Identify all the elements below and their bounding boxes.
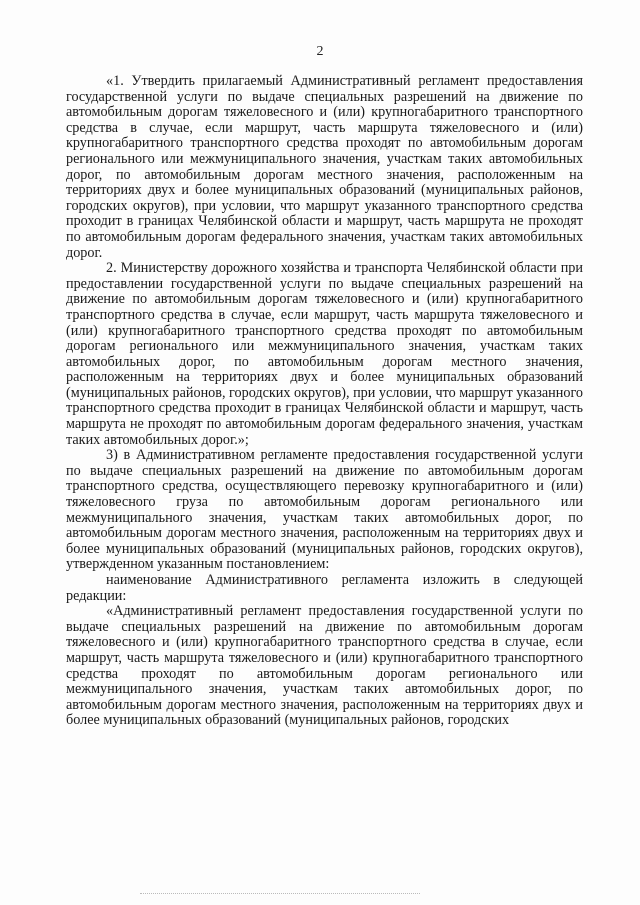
page-number: 2	[316, 44, 324, 59]
paragraph-3: 3) в Административном регламенте предоставления государственной услуги по выдаче специальных разрешений на движение по автомобильным дорогам транспортного средства, осуществляющего перевозку крупногабаритного и (или) тяжеловесного груза по автомобильным дорогам регионального или межмуниципального значения, участкам таких автомобильных дорог, по автомобильным дорогам местного значения, расположенным на территориях двух и более муниципальных образований (муниципальных районов, городских округов), утвержденном указанным постановлением:	[66, 447, 583, 573]
paragraph-2: 2. Министерству дорожного хозяйства и транспорта Челябинской области при предоставлении государственной услуги по выдаче специальных разрешений на движение по автомобильным дорогам тяжеловесного и (или) крупногабаритного транспортного средства в случае, если маршрут, часть маршрута тяжеловесного и (или) крупногабаритного транспортного средства проходят по автомобильным дорогам регионального или межмуниципального значения, участкам таких автомобильных дорог, по автомобильным дорогам местного значения, расположенным на территориях двух и более муниципальных образований (муниципальных районов, городских округов), при условии, что маршрут указанного транспортного средства проходит в границах Челябинской области и маршрут, часть маршрута не проходят по автомобильным дорогам федерального значения, участкам таких автомобильных дорог.»;	[66, 260, 584, 448]
bottom-rule	[140, 893, 420, 894]
document-body	[66, 74, 583, 729]
paragraph-1: «1. Утвердить прилагаемый Административный регламент предоставления государственной услуги по выдаче специальных разрешений на движение по автомобильным дорогам тяжеловесного и (или) крупногабаритного транспортного средства в случае, если маршрут, часть маршрута тяжеловесного и (или) крупногабаритного транспортного средства проходят по автомобильным дорогам регионального или межмуниципального значения, участкам таких автомобильных дорог, по автомобильным дорогам местного значения, расположенным на территориях двух и более муниципальных образований (муниципальных районов, городских округов), при условии, что маршрут указанного транспортного средства проходит в границах Челябинской области и маршрут, часть маршрута не проходят по автомобильным дорогам федерального значения, участкам таких автомобильных дорог.	[66, 73, 583, 261]
paragraph-5: «Административный регламент предоставления государственной услуги по выдаче специальных разрешений на движение по автомобильным дорогам тяжеловесного и (или) крупногабаритного транспортного средства в случае, если маршрут, часть маршрута тяжеловесного и (или) крупногабаритного транспортного средства проходят по автомобильным дорогам регионального или межмуниципального значения, участкам таких автомобильных дорог, по автомобильным дорогам местного значения, расположенным на территориях двух и более муниципальных образований (муниципальных районов, городских	[66, 603, 583, 729]
paragraph-4: наименование Административного регламента изложить в следующей редакции:	[66, 572, 583, 604]
